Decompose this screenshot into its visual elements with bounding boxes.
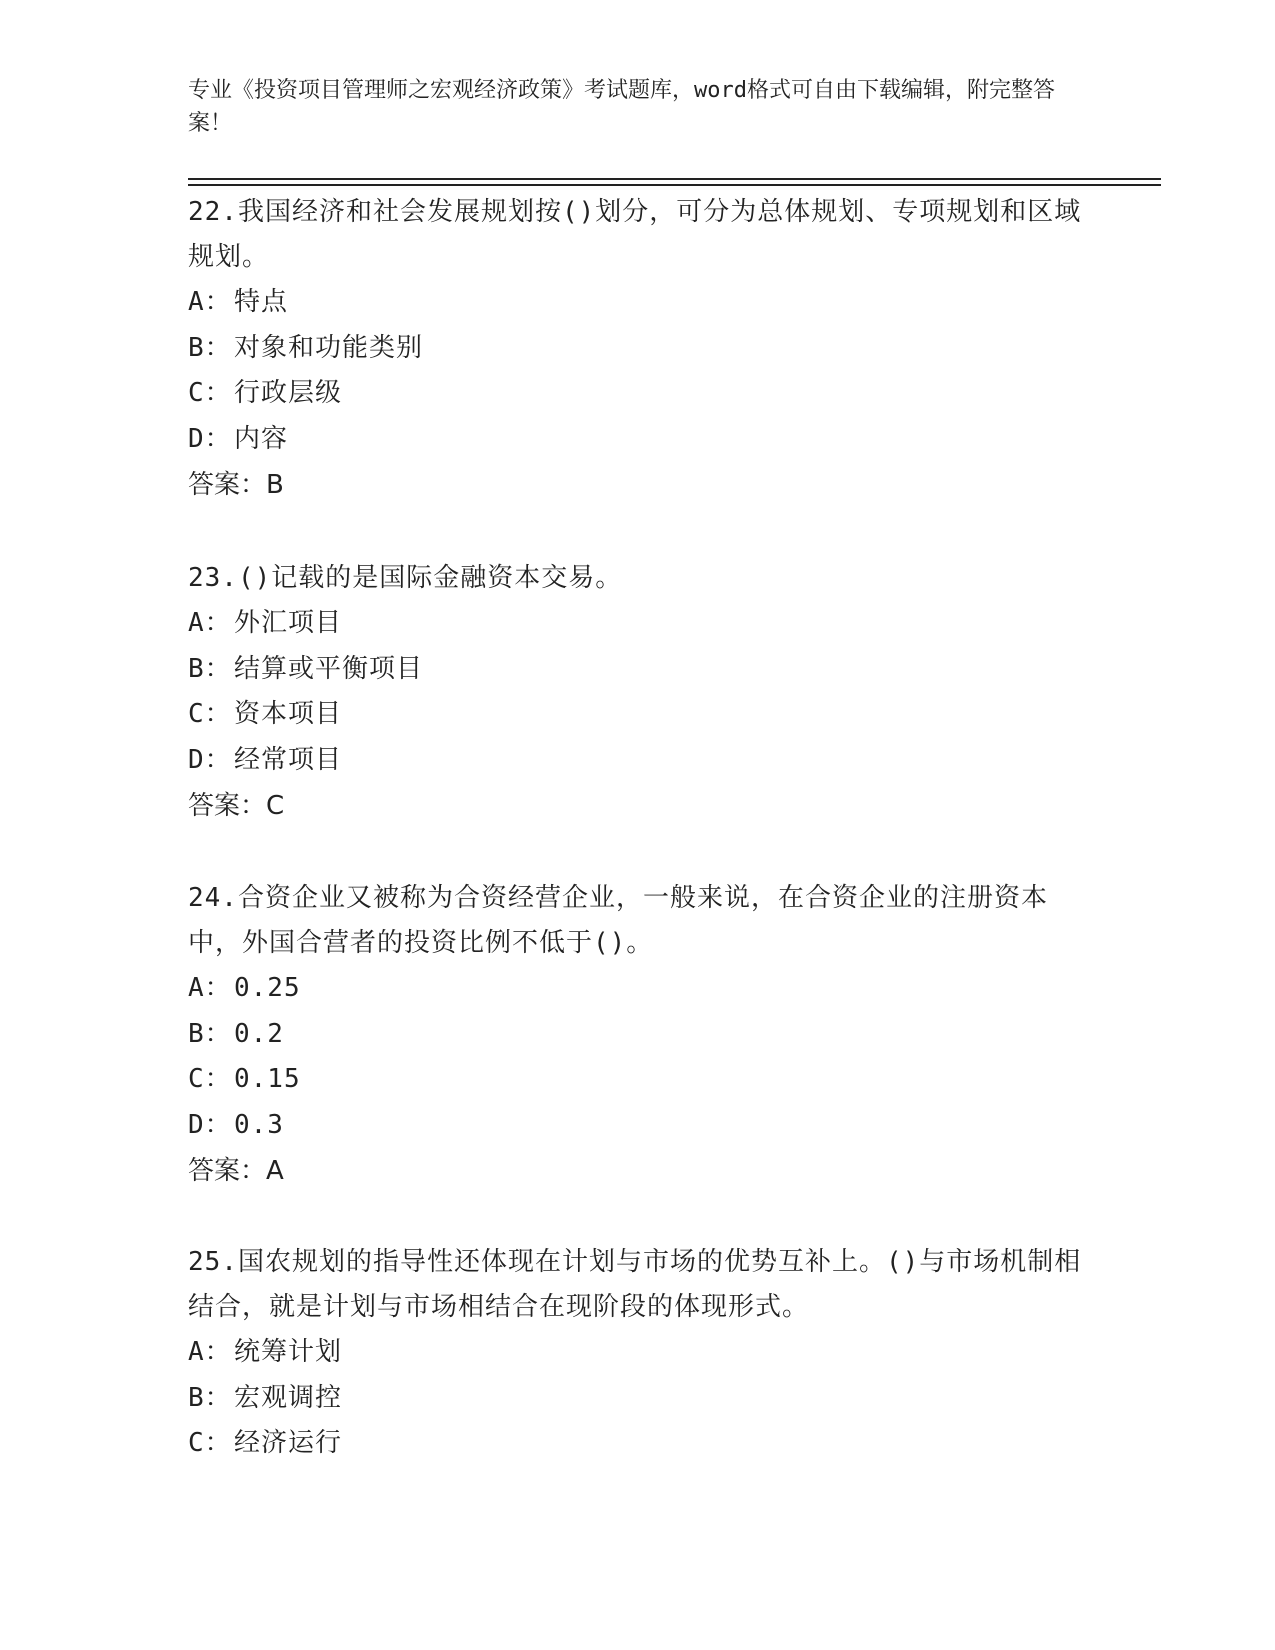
option-text: 特点 — [234, 287, 289, 317]
option-text: 0.3 — [234, 1110, 284, 1141]
option-c — [188, 371, 1088, 417]
option-letter: A： — [188, 973, 232, 1003]
option-letter: A： — [188, 1337, 232, 1367]
option-letter: A： — [188, 608, 232, 638]
option-text: 0.25 — [234, 973, 301, 1003]
option-text: 对象和功能类别 — [234, 332, 424, 363]
answer-line: 答案：A — [188, 1155, 284, 1186]
option-text: 资本项目 — [234, 699, 343, 730]
question-24 — [188, 876, 1088, 1194]
option-text: 统筹计划 — [234, 1337, 343, 1367]
option-text: 结算或平衡项目 — [234, 653, 424, 684]
option-a — [188, 966, 1088, 1012]
option-text: 内容 — [234, 424, 289, 455]
option-letter: C： — [188, 378, 232, 409]
option-text: 行政层级 — [234, 378, 343, 409]
answer-line: 答案：B — [188, 469, 284, 500]
question-stem: 25.国农规划的指导性还体现在计划与市场的优势互补上。()与市场机制相结合，就是计划与市场相结合在现阶段的体现形式。 — [188, 1247, 1082, 1322]
option-c — [188, 1057, 1088, 1103]
option-d — [188, 1103, 1088, 1149]
option-text: 0.2 — [234, 1018, 284, 1049]
option-text: 经常项目 — [234, 745, 343, 776]
option-letter: B： — [188, 653, 232, 684]
option-letter: C： — [188, 1428, 232, 1459]
header-divider-bottom — [188, 184, 1161, 186]
option-b — [188, 1012, 1088, 1058]
option-text: 0.15 — [234, 1064, 301, 1095]
option-letter: B： — [188, 1018, 232, 1049]
option-letter: C： — [188, 699, 232, 730]
option-a — [188, 601, 1088, 647]
option-letter: B： — [188, 332, 232, 363]
option-c — [188, 692, 1088, 738]
option-letter: D： — [188, 424, 232, 455]
option-text: 经济运行 — [234, 1428, 343, 1459]
option-b — [188, 647, 1088, 693]
question-25 — [188, 1240, 1088, 1467]
option-d — [188, 417, 1088, 463]
option-text: 宏观调控 — [234, 1382, 343, 1413]
option-letter: C： — [188, 1064, 232, 1095]
option-c — [188, 1421, 1088, 1467]
option-b — [188, 326, 1088, 372]
option-d — [188, 738, 1088, 784]
question-22 — [188, 190, 1088, 508]
question-23 — [188, 556, 1088, 829]
question-stem: 24.合资企业又被称为合资经营企业，一般来说，在合资企业的注册资本中，外国合营者的投资比例不低于()。 — [188, 883, 1048, 958]
answer-line: 答案：C — [188, 790, 285, 821]
option-a — [188, 280, 1088, 326]
option-b — [188, 1376, 1088, 1422]
question-stem: 23.()记载的是国际金融资本交易。 — [188, 563, 623, 593]
option-text: 外汇项目 — [234, 608, 343, 638]
document-header: 专业《投资项目管理师之宏观经济政策》考试题库，word格式可自由下载编辑，附完整答案！ — [188, 78, 1055, 136]
option-letter: B： — [188, 1382, 232, 1413]
header-divider-top — [188, 178, 1161, 180]
option-letter: D： — [188, 1110, 232, 1141]
question-stem: 22.我国经济和社会发展规划按()划分，可分为总体规划、专项规划和区域规划。 — [188, 197, 1082, 272]
option-letter: A： — [188, 287, 232, 317]
option-letter: D： — [188, 745, 232, 776]
option-a — [188, 1330, 1088, 1376]
